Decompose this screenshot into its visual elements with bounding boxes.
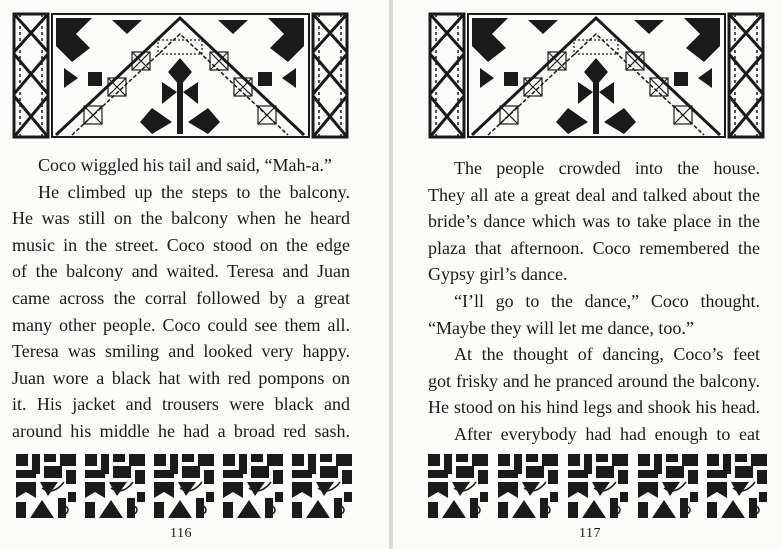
footer-ornament bbox=[14, 450, 354, 522]
text-line: Juan wore a black hat with red pompons on bbox=[12, 367, 350, 388]
text-line: came across the corral followed by a great bbox=[12, 287, 350, 308]
text-line: He was still on the balcony when he heard bbox=[12, 208, 350, 229]
header-ornament bbox=[12, 12, 349, 139]
text-line: They all ate a great deal and talked about the bbox=[428, 184, 760, 205]
text-line: many other people. Coco could see them all. bbox=[12, 314, 350, 335]
text-line: After everybody had had enough to eat bbox=[454, 423, 760, 444]
header-ornament bbox=[428, 12, 765, 139]
text-line: Coco wiggled his tail and said, “Mah-a.” bbox=[38, 155, 332, 175]
text-line: plaza that afternoon. Coco remembered the bbox=[428, 237, 760, 258]
text-line: around his middle he had a broad red sash. bbox=[12, 420, 350, 441]
text-line: Gypsy girl’s dance. bbox=[428, 264, 568, 285]
text-line: “Maybe they will let me dance, too.” bbox=[428, 317, 694, 338]
page-number: 117 bbox=[579, 526, 601, 541]
left-page bbox=[0, 0, 389, 549]
right-page-text bbox=[428, 155, 760, 448]
text-line: He climbed up the steps to the balcony. bbox=[38, 181, 350, 202]
footer-ornament bbox=[426, 450, 769, 522]
right-page bbox=[393, 0, 782, 549]
text-line: got frisky and he pranced around the balcony. bbox=[428, 370, 760, 391]
text-line: Teresa was smiling and looked very happy. bbox=[12, 341, 350, 362]
text-line: At the thought of dancing, Coco’s feet bbox=[454, 344, 760, 365]
text-line: He stood on his hind legs and shook his head. bbox=[428, 397, 760, 418]
text-line: it. His jacket and trousers were black and bbox=[12, 394, 350, 415]
text-line: music in the street. Coco stood on the edge bbox=[12, 234, 350, 255]
text-line: of the balcony and waited. Teresa and Juan bbox=[12, 261, 350, 282]
page-number: 116 bbox=[170, 526, 192, 541]
text-line: The people crowded into the house. bbox=[454, 158, 760, 178]
text-line: bride’s dance which was to take place in the bbox=[428, 211, 760, 232]
text-line: “I’ll go to the dance,” Coco thought. bbox=[454, 290, 760, 311]
left-page-text bbox=[12, 152, 350, 445]
